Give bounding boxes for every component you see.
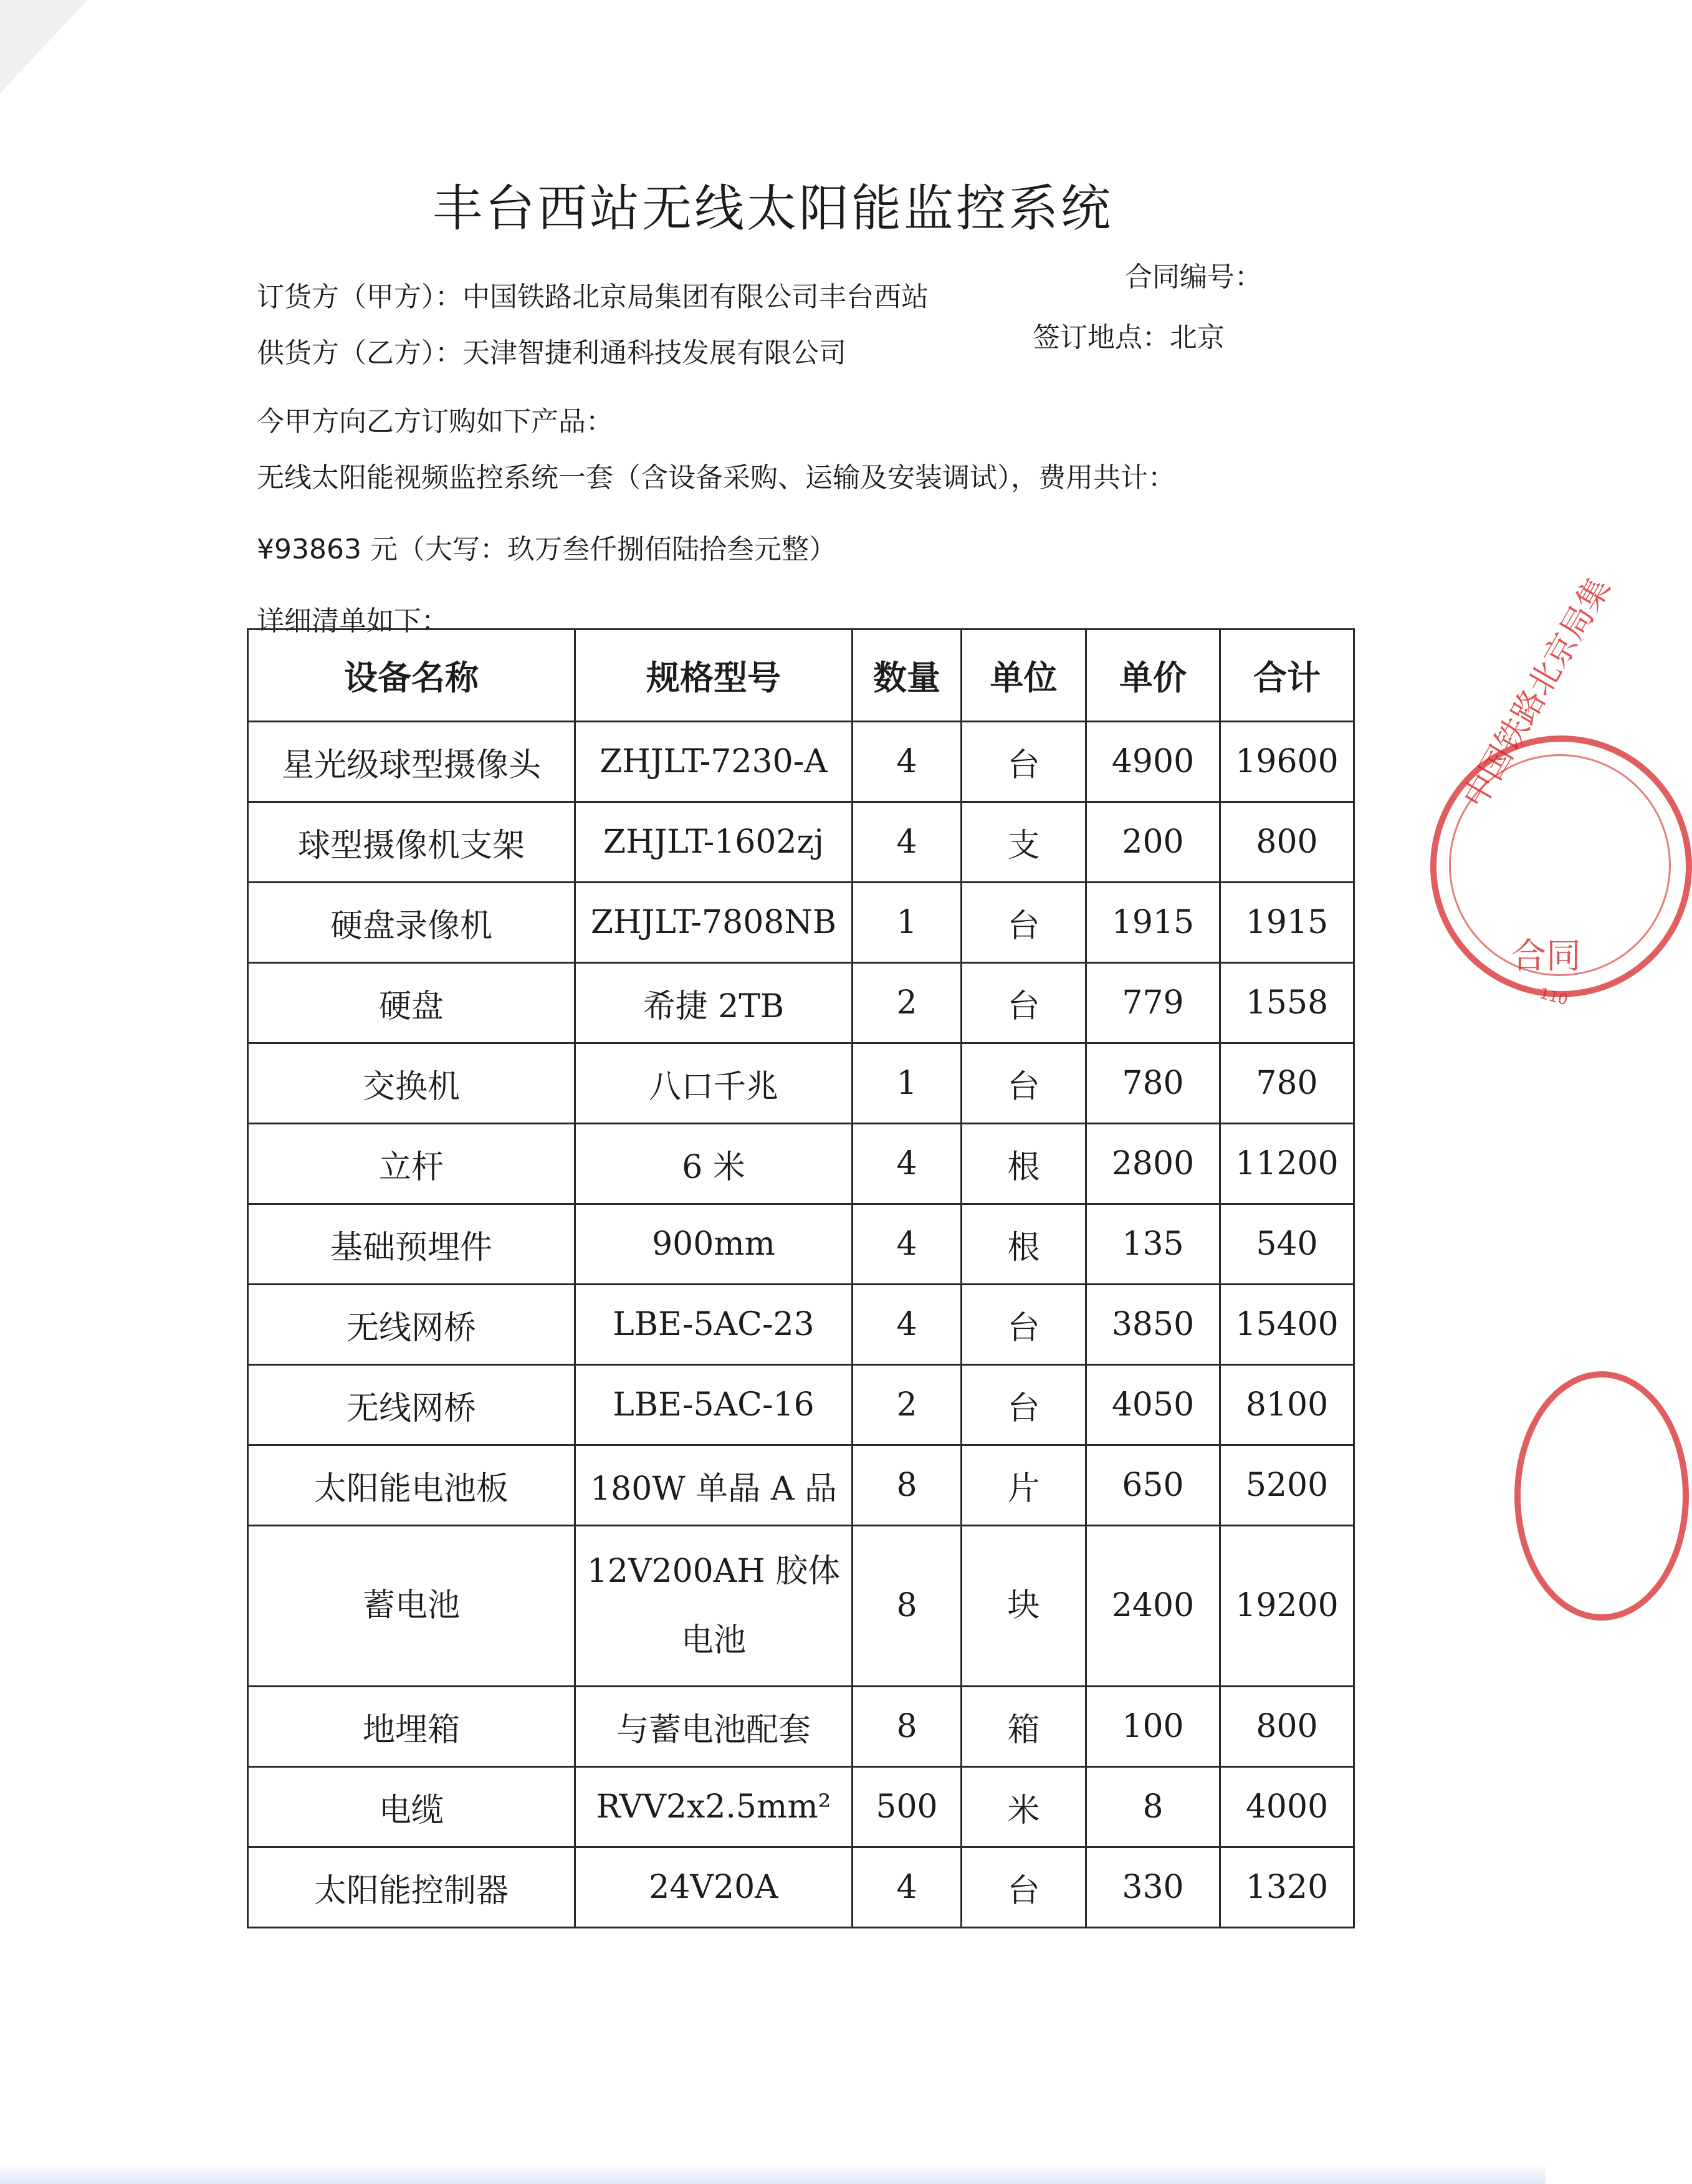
description-line: 无线太阳能视频监控系统一套（含设备采购、运输及安装调试），费用共计： [257,462,1175,494]
cell-total: 8100 [1220,1365,1354,1445]
header-name: 设备名称 [248,630,575,722]
cell-name: 立杆 [248,1124,575,1204]
table-row [248,1124,1354,1204]
table-row [248,1687,1354,1767]
cell-qty: 8 [853,1526,962,1687]
cell-name: 太阳能控制器 [248,1847,575,1928]
cell-model: 24V20A [575,1847,853,1928]
cell-name: 硬盘录像机 [248,883,575,963]
header-total: 合计 [1220,630,1354,722]
cell-total: 1320 [1220,1847,1354,1928]
cell-unit: 台 [962,1285,1086,1365]
cell-price: 3850 [1086,1285,1220,1365]
cell-name: 星光级球型摄像头 [248,722,575,802]
cell-unit: 台 [962,1043,1086,1124]
cell-price: 650 [1086,1445,1220,1526]
cell-qty: 4 [853,1847,962,1928]
cell-qty: 1 [853,883,962,963]
table-row [248,1847,1354,1928]
list-heading: 详细清单如下： [257,605,449,637]
cell-qty: 1 [853,1043,962,1124]
table-row [248,802,1354,883]
contract-number-label: 合同编号： [1125,261,1262,293]
cell-model: 6 米 [575,1124,853,1204]
cell-unit: 台 [962,1847,1086,1928]
cell-total: 1915 [1220,883,1354,963]
cell-unit: 台 [962,1365,1086,1445]
cell-price: 1915 [1086,883,1220,963]
cell-model: LBE-5AC-16 [575,1365,853,1445]
cell-model: ZHJLT-7808NB [575,883,853,963]
cell-price: 4900 [1086,722,1220,802]
folded-corner [0,0,87,93]
cell-qty: 4 [853,1204,962,1285]
cell-model: LBE-5AC-23 [575,1285,853,1365]
cell-price: 100 [1086,1687,1220,1767]
table-row [248,1767,1354,1847]
header-qty: 数量 [853,630,962,722]
official-seal-top-number: 110 [1537,984,1570,1009]
cell-name: 无线网桥 [248,1285,575,1365]
table-row [248,1445,1354,1526]
cell-name: 蓄电池 [248,1526,575,1687]
cell-price: 8 [1086,1767,1220,1847]
cell-unit: 箱 [962,1687,1086,1767]
cell-name: 无线网桥 [248,1365,575,1445]
cell-model-line2: 电池 [681,1621,746,1659]
cell-unit: 米 [962,1767,1086,1847]
cell-qty: 4 [853,1124,962,1204]
cell-model-line1: 12V200AH 胶体 [586,1553,841,1591]
cell-model: 与蓄电池配套 [575,1687,853,1767]
cell-total: 1558 [1220,963,1354,1043]
cell-qty: 4 [853,1285,962,1365]
scan-bottom-edge [0,2164,1546,2184]
cell-price: 135 [1086,1204,1220,1285]
cell-qty: 2 [853,1365,962,1445]
cell-total: 800 [1220,1687,1354,1767]
cell-unit: 支 [962,802,1086,883]
official-seal-top-label: 合同 [1511,936,1581,977]
official-seal-bottom [1514,1371,1689,1621]
cell-qty: 8 [853,1445,962,1526]
cell-name: 基础预埋件 [248,1204,575,1285]
cell-price: 779 [1086,963,1220,1043]
cell-model: 900mm [575,1204,853,1285]
table-row [248,1526,1354,1687]
cell-qty: 4 [853,722,962,802]
sign-place-line: 签订地点：北京 [1033,322,1225,353]
cell-qty: 8 [853,1687,962,1767]
cell-model [575,1526,853,1687]
cell-name: 电缆 [248,1767,575,1847]
cell-model: ZHJLT-1602zj [575,802,853,883]
cell-model: 180W 单晶 A 品 [575,1445,853,1526]
cell-total: 15400 [1220,1285,1354,1365]
official-seal-top [1430,571,1692,1009]
cell-model: ZHJLT-7230-A [575,722,853,802]
table-row [248,1043,1354,1124]
cell-total: 11200 [1220,1124,1354,1204]
buyer-line: 订货方（甲方）：中国铁路北京局集团有限公司丰台西站 [257,281,929,313]
document-title: 丰台西站无线太阳能监控系统 [433,180,1113,237]
table-header-row [248,630,1354,722]
cell-name: 球型摄像机支架 [248,802,575,883]
header-unit: 单位 [962,630,1086,722]
amount-line: ¥93863 元（大写：玖万叁仟捌佰陆拾叁元整） [257,534,836,565]
cell-total: 19200 [1220,1526,1354,1687]
cell-total: 19600 [1220,722,1354,802]
cell-total: 780 [1220,1043,1354,1124]
supplier-line: 供货方（乙方）：天津智捷利通科技发展有限公司 [257,337,846,369]
table-row [248,883,1354,963]
cell-price: 2400 [1086,1526,1220,1687]
cell-model: RVV2x2.5mm² [575,1767,853,1847]
cell-name: 交换机 [248,1043,575,1124]
table-row [248,1365,1354,1445]
item-table [247,628,1355,1928]
intro-line: 今甲方向乙方订购如下产品： [257,406,613,438]
cell-model: 八口千兆 [575,1043,853,1124]
cell-unit: 根 [962,1124,1086,1204]
table-row [248,722,1354,802]
cell-total: 540 [1220,1204,1354,1285]
cell-price: 2800 [1086,1124,1220,1204]
cell-price: 4050 [1086,1365,1220,1445]
cell-unit: 台 [962,722,1086,802]
table-row [248,1204,1354,1285]
cell-qty: 500 [853,1767,962,1847]
cell-total: 5200 [1220,1445,1354,1526]
cell-unit: 片 [962,1445,1086,1526]
cell-name: 太阳能电池板 [248,1445,575,1526]
cell-unit: 台 [962,883,1086,963]
header-model: 规格型号 [575,630,853,722]
cell-price: 780 [1086,1043,1220,1124]
table-row [248,963,1354,1043]
official-seal-top-text: 中国铁路北京局集 [1456,571,1618,815]
cell-unit: 台 [962,963,1086,1043]
cell-total: 4000 [1220,1767,1354,1847]
cell-qty: 2 [853,963,962,1043]
header-price: 单价 [1086,630,1220,722]
cell-name: 硬盘 [248,963,575,1043]
cell-price: 330 [1086,1847,1220,1928]
cell-qty: 4 [853,802,962,883]
cell-total: 800 [1220,802,1354,883]
cell-unit: 块 [962,1526,1086,1687]
cell-unit: 根 [962,1204,1086,1285]
table-row [248,1285,1354,1365]
cell-name: 地埋箱 [248,1687,575,1767]
cell-model: 希捷 2TB [575,963,853,1043]
cell-price: 200 [1086,802,1220,883]
